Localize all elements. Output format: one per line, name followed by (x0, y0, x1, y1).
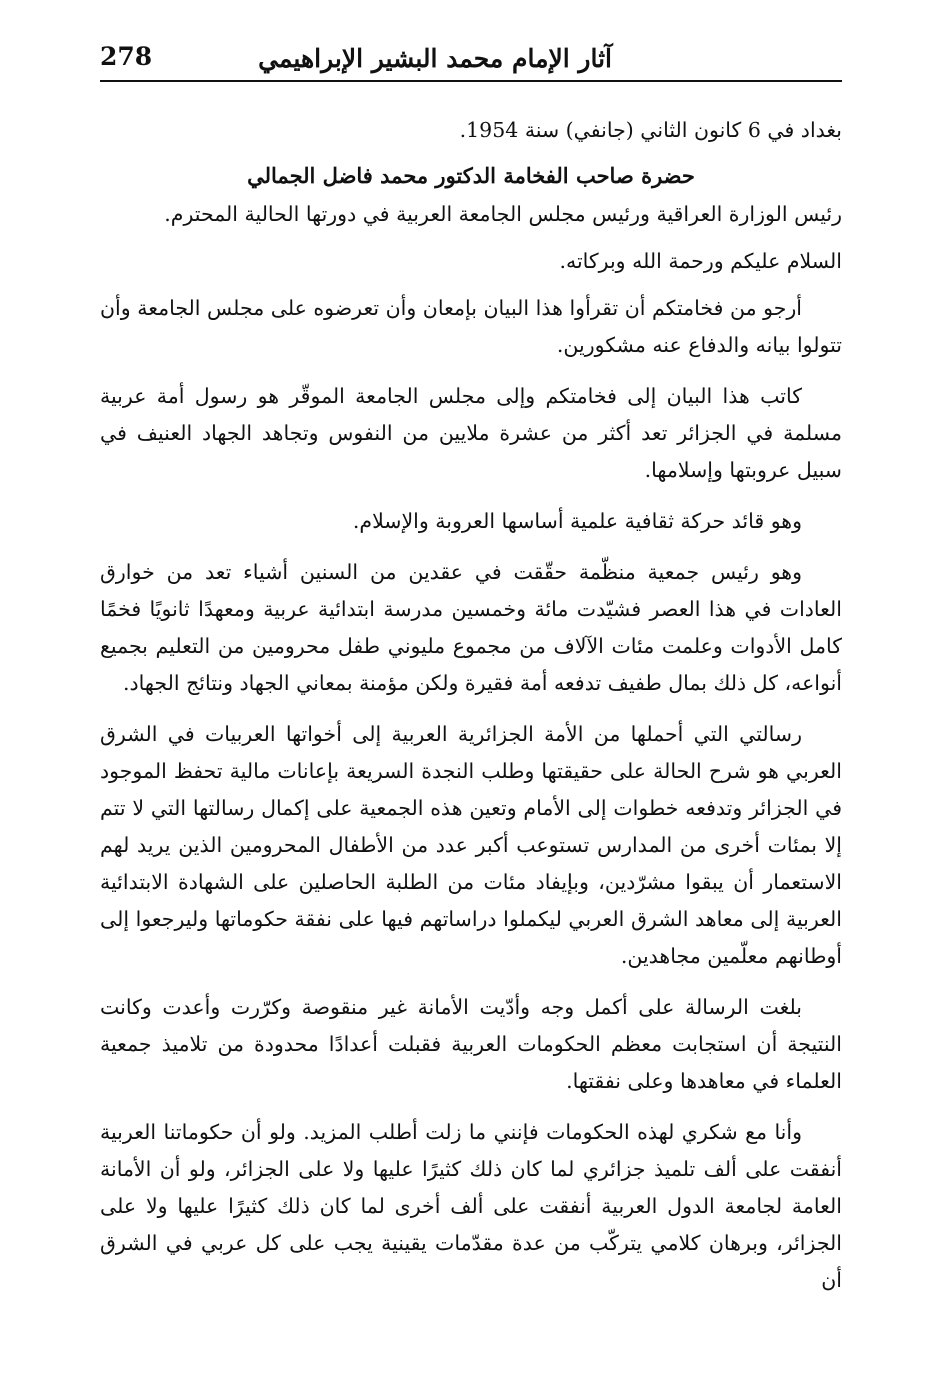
header-rule (100, 80, 842, 82)
greeting: السلام عليكم ورحمة الله وبركاته. (559, 249, 842, 273)
paragraph: وأنا مع شكري لهذه الحكومات فإنني ما زلت أطلب المزيد. ولو أن حكوماتنا العربية أنفقت على ألف تلميذ جزائري لما كان ذلك كثيرًا عليها ولا على الجزائر، ولو أن الأمانة العامة لجامعة الدول العربية أنفقت على ألف أخرى لما كان ذلك كثيرًا عليها ولا على الجزائر، وبرهان كلامي يتركّب من عدة مقدّمات يقينية يجب على كل عربي في الشرق أن (100, 1120, 842, 1292)
paragraph: بلغت الرسالة على أكمل وجه وأدّيت الأمانة غير منقوصة وكرّرت وأعدت وكانت النتيجة أن استجابت معظم الحكومات العربية فقبلت أعدادًا محدودة من تلاميذ جمعية العلماء في معاهدها وعلى نفقتها. (100, 995, 842, 1093)
date-line: بغداد في 6 كانون الثاني (جانفي) سنة 1954. (459, 118, 842, 142)
paragraph: وهو قائد حركة ثقافية علمية أساسها العروبة والإسلام. (352, 509, 802, 533)
paragraph: وهو رئيس جمعية منظّمة حقّقت في عقدين من السنين أشياء تعد من خوارق العادات في هذا العصر فشيّدت مائة وخمسين مدرسة ابتدائية عربية ومعهدًا ثانويًا فخمًا كامل الأدوات وعلمت مئات الآلاف من مجموع مليوني طفل محرومين من التعليم بجميع أنواعه، كل ذلك بمال طفيف تدفعه أمة فقيرة ولكن مؤمنة بمعاني الجهاد ونتائج الجهاد. (100, 560, 842, 695)
addressee-name: حضرة صاحب الفخامة الدكتور محمد فاضل الجمالي (247, 163, 695, 188)
paragraph: أرجو من فخامتكم أن تقرأوا هذا البيان بإمعان وأن تعرضوه على مجلس الجامعة وأن تتولوا بيانه والدفاع عنه مشكورين. (100, 296, 842, 357)
running-header (100, 36, 842, 80)
running-title: آثار الإمام محمد البشير الإبراهيمي (258, 44, 612, 73)
letter-body (100, 112, 842, 1313)
paragraph: كاتب هذا البيان إلى فخامتكم وإلى مجلس الجامعة الموقّر هو رسول أمة عربية مسلمة في الجزائر تعد أكثر من عشرة ملايين من النفوس وتجاهد الجهاد العنيف في سبيل عروبتها وإسلامها. (100, 384, 842, 482)
addressee-title: رئيس الوزارة العراقية ورئيس مجلس الجامعة العربية في دورتها الحالية المحترم. (164, 202, 842, 226)
paragraph: رسالتي التي أحملها من الأمة الجزائرية العربية إلى أخواتها العربيات في الشرق العربي هو شرح الحالة على حقيقتها وطلب النجدة السريعة بإعانات مالية تحفظ الموجود في الجزائر وتدفعه خطوات إلى الأمام وتعين هذه الجمعية على إكمال رسالتها التي لا تتم إلا بمئات أخرى من المدارس تستوعب أكبر عدد من الأطفال المحرومين الذين يريد لهم الاستعمار أن يبقوا مشرّدين، وبإيفاد مئات من الطلبة الحاصلين على الشهادة الابتدائية العربية إلى معاهد الشرق العربي ليكملوا دراساتهم فيها على نفقة حكوماتها وليرجعوا إلى أوطانهم معلّمين مجاهدين. (100, 722, 842, 968)
page-number: 278 (100, 42, 153, 71)
